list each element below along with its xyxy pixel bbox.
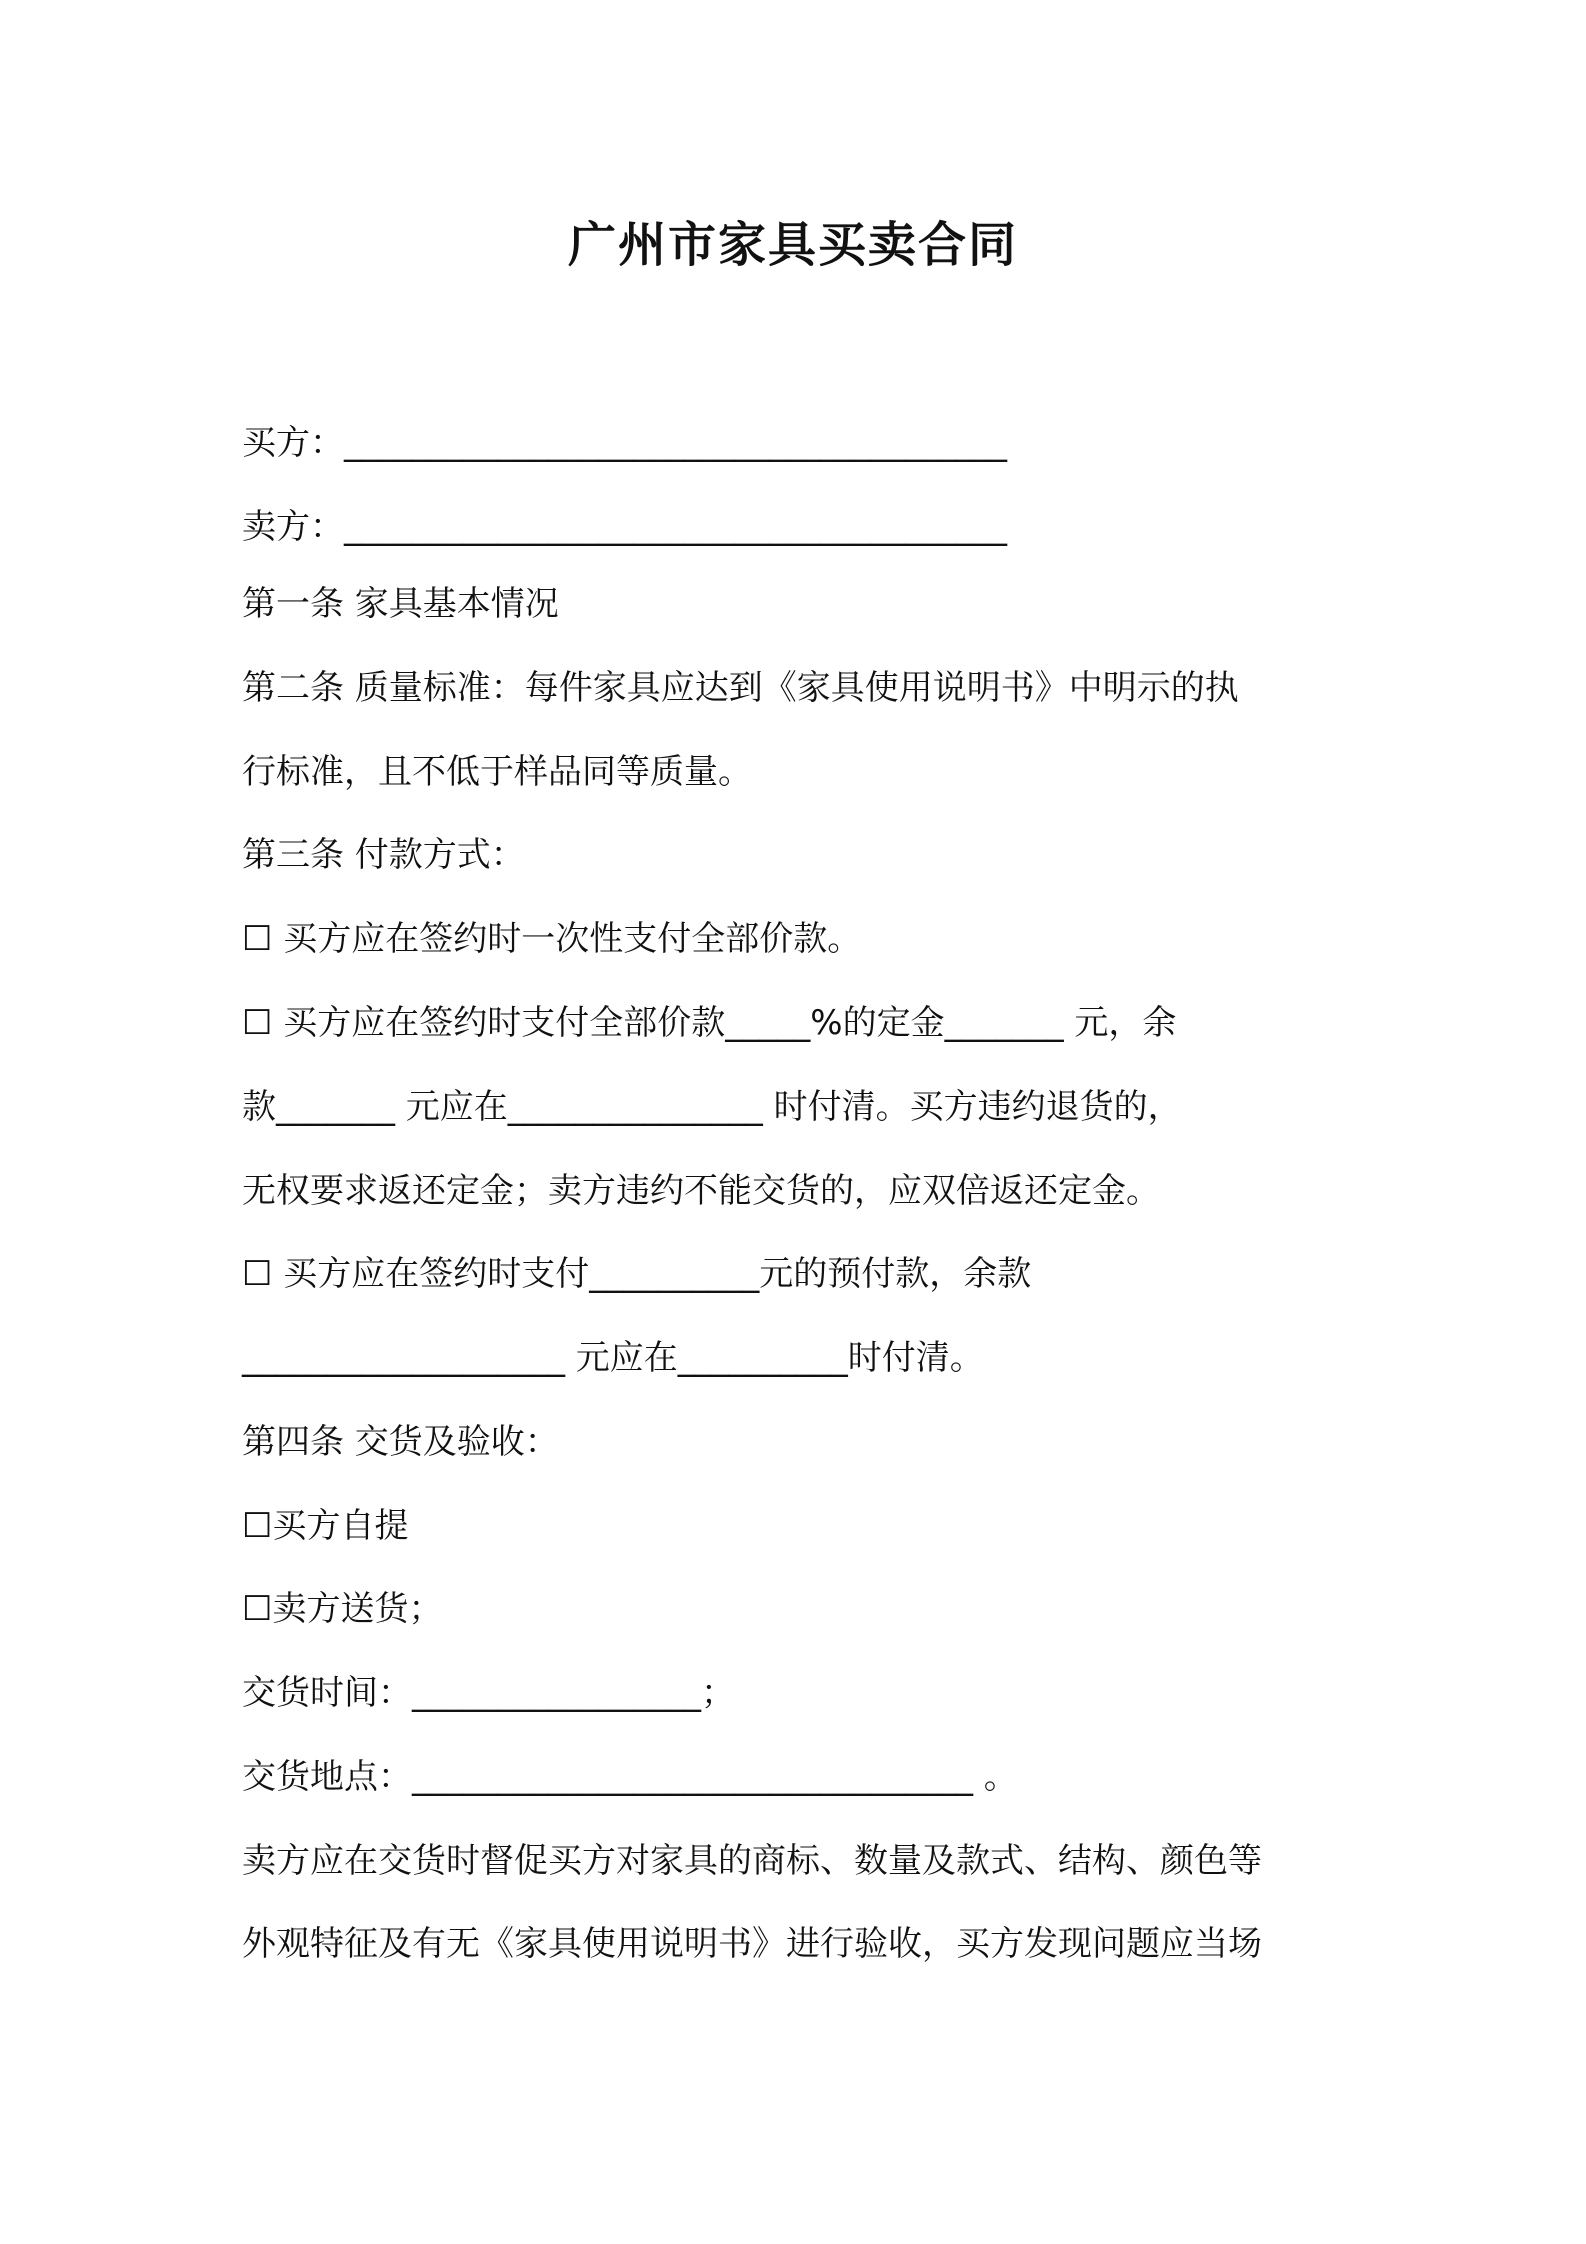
payment-option-2-line-3: 无权要求返还定金；卖方违约不能交货的，应双倍返还定金。 bbox=[242, 1171, 1160, 1211]
payment-option-2-line-2: 款_______ 元应在_______________ 时付清。买方违约退货的， bbox=[242, 1087, 1182, 1127]
article-3-heading: 第三条 付款方式： bbox=[242, 835, 525, 875]
seller-line: 卖方：_______________________________________ bbox=[242, 507, 1007, 547]
article-2-line-2: 行标准，且不低于样品同等质量。 bbox=[242, 752, 752, 792]
payment-option-3-line-1: ☐ 买方应在签约时支付__________元的预付款，余款 bbox=[242, 1254, 1032, 1294]
document-title: 广州市家具买卖合同 bbox=[567, 217, 1018, 273]
article-4-heading: 第四条 交货及验收： bbox=[242, 1422, 559, 1462]
inspection-line-1: 卖方应在交货时督促买方对家具的商标、数量及款式、结构、颜色等 bbox=[242, 1841, 1262, 1881]
payment-option-3-line-2: ___________________ 元应在__________时付清。 bbox=[242, 1338, 984, 1378]
article-2-line-1: 第二条 质量标准：每件家具应达到《家具使用说明书》中明示的执 bbox=[242, 668, 1239, 708]
buyer-line: 买方：_______________________________________ bbox=[242, 423, 1007, 463]
delivery-option-self-pickup: ☐买方自提 bbox=[242, 1506, 409, 1546]
delivery-place-line: 交货地点：_________________________________ 。 bbox=[242, 1757, 1018, 1797]
article-1-heading: 第一条 家具基本情况 bbox=[242, 584, 559, 624]
delivery-time-line: 交货时间：_________________； bbox=[242, 1673, 735, 1713]
payment-option-1: ☐ 买方应在签约时一次性支付全部价款。 bbox=[242, 919, 862, 959]
inspection-line-2: 外观特征及有无《家具使用说明书》进行验收，买方发现问题应当场 bbox=[242, 1924, 1262, 1964]
payment-option-2-line-1: ☐ 买方应在签约时支付全部价款_____%的定金_______ 元，余 bbox=[242, 1003, 1177, 1043]
delivery-option-seller-delivery: ☐卖方送货； bbox=[242, 1589, 443, 1629]
